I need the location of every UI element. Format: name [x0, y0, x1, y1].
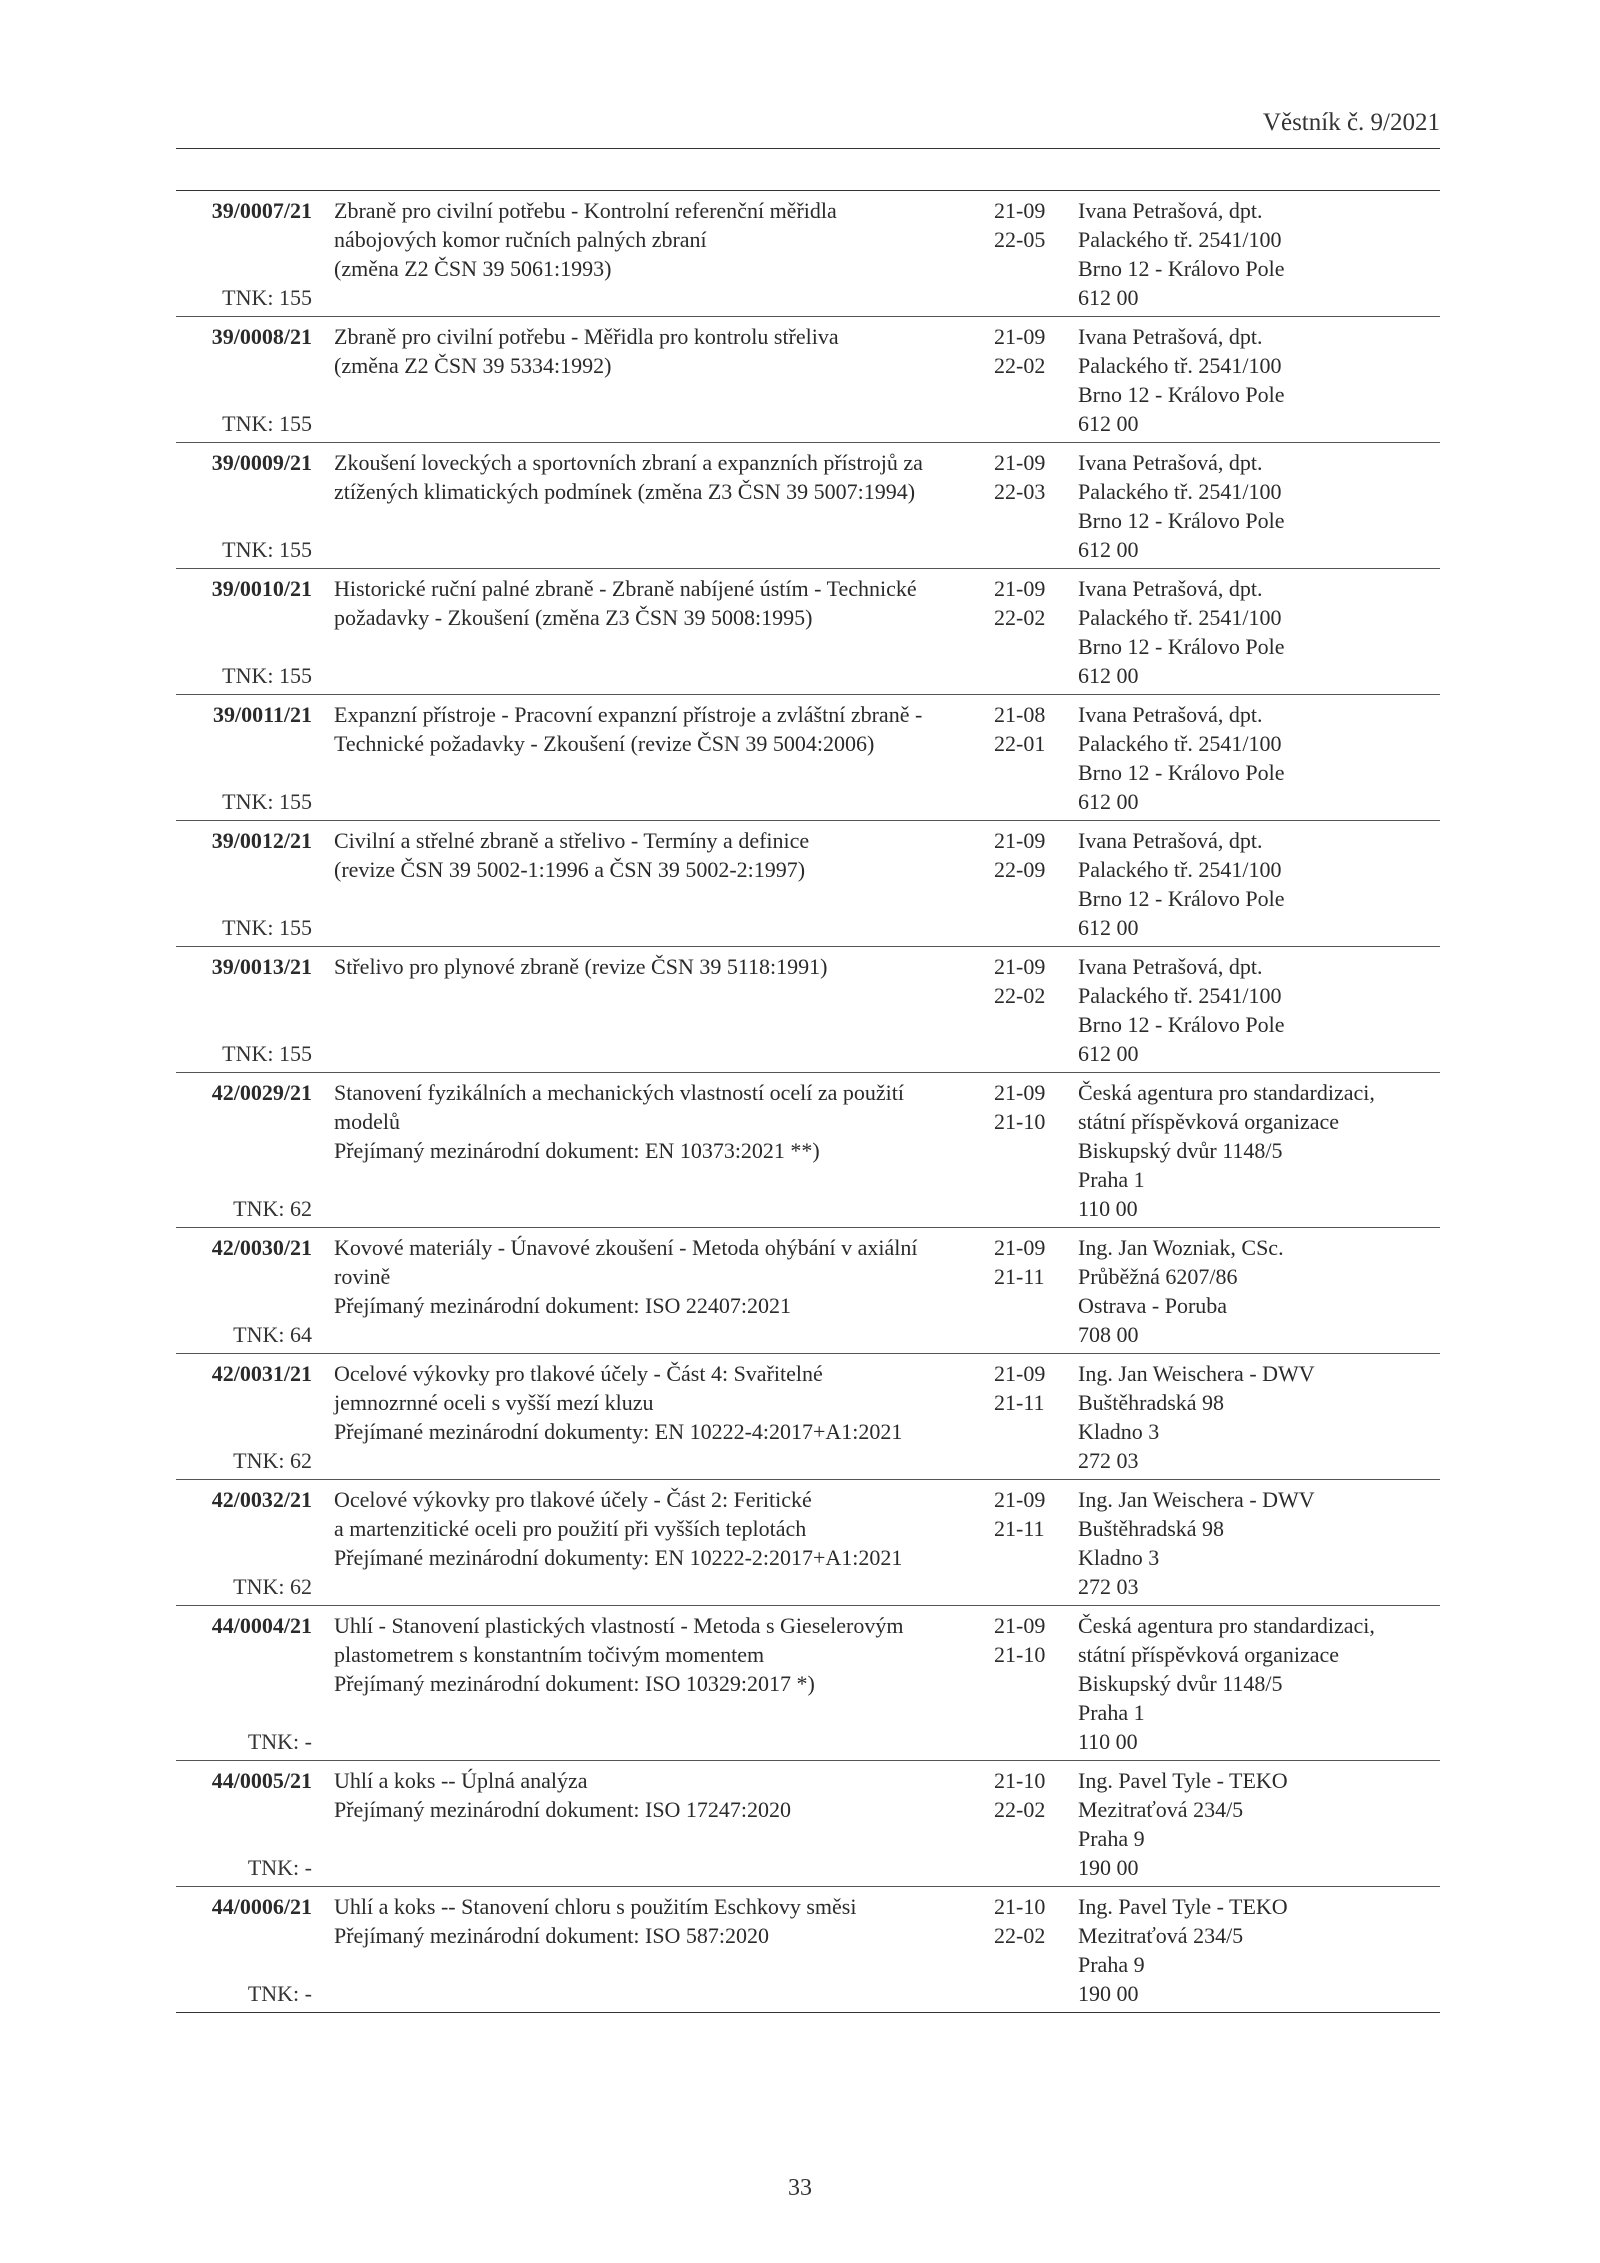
entry-id-column — [176, 443, 312, 568]
end-date: 22-02 — [994, 983, 1046, 1008]
tnk-label: TNK: 62 — [233, 1574, 312, 1599]
processor-address — [1078, 1480, 1440, 1605]
title-line: Expanzní přístroje - Pracovní expanzní přístroje a zvláštní zbraně - — [334, 702, 923, 727]
address-line: Palackého tř. 2541/100 — [1078, 353, 1282, 378]
standard-entry — [176, 191, 1440, 316]
entry-id-column — [176, 695, 312, 820]
tnk-label: TNK: 62 — [233, 1448, 312, 1473]
page-header — [176, 108, 1440, 149]
entry-id-column — [176, 569, 312, 694]
address-line: 272 03 — [1078, 1574, 1139, 1599]
end-date: 21-10 — [994, 1642, 1046, 1667]
page-number: 33 — [788, 2175, 812, 2201]
end-date: 22-09 — [994, 857, 1046, 882]
entry-number: 44/0004/21 — [211, 1613, 312, 1638]
address-line: Ivana Petrašová, dpt. — [1078, 954, 1263, 979]
address-line: 272 03 — [1078, 1448, 1139, 1473]
title-line: požadavky - Zkoušení (změna Z3 ČSN 39 5008:1995) — [334, 605, 813, 630]
address-line: Buštěhradská 98 — [1078, 1516, 1225, 1541]
entry-number: 39/0010/21 — [211, 576, 312, 601]
title-line: Přejímaný mezinárodní dokument: ISO 587:2020 — [334, 1923, 770, 1948]
start-date: 21-10 — [994, 1894, 1046, 1919]
entry-title — [334, 1606, 988, 1760]
tnk-label: TNK: 155 — [222, 915, 312, 940]
entry-id-column — [176, 1887, 312, 2012]
address-line: Palackého tř. 2541/100 — [1078, 605, 1282, 630]
tnk-label: TNK: 155 — [222, 789, 312, 814]
entry-id-column — [176, 191, 312, 316]
processor-address — [1078, 1761, 1440, 1886]
title-line: Přejímaný mezinárodní dokument: ISO 17247:2020 — [334, 1797, 792, 1822]
start-date: 21-09 — [994, 1487, 1046, 1512]
address-line: 110 00 — [1078, 1196, 1138, 1221]
start-date: 21-09 — [994, 1080, 1046, 1105]
title-line: modelů — [334, 1109, 400, 1134]
end-date: 21-11 — [994, 1390, 1045, 1415]
title-line: Přejímaný mezinárodní dokument: ISO 10329:2017 *) — [334, 1671, 815, 1696]
tnk-label: TNK: - — [247, 1981, 312, 2006]
processor-address — [1078, 695, 1440, 820]
standard-entry — [176, 442, 1440, 568]
entry-number: 42/0031/21 — [211, 1361, 312, 1386]
standard-entry — [176, 1479, 1440, 1605]
title-line: Zbraně pro civilní potřebu - Měřidla pro kontrolu střeliva — [334, 324, 839, 349]
standard-entry — [176, 1227, 1440, 1353]
processor-address — [1078, 317, 1440, 442]
address-line: 110 00 — [1078, 1729, 1138, 1754]
start-date: 21-09 — [994, 324, 1046, 349]
address-line: Brno 12 - Královo Pole — [1078, 256, 1285, 281]
processor-address — [1078, 1606, 1440, 1760]
address-line: Praha 9 — [1078, 1826, 1145, 1851]
title-line: Uhlí a koks -- Stanovení chloru s použitím Eschkovy směsi — [334, 1894, 857, 1919]
processor-address — [1078, 569, 1440, 694]
entry-number: 39/0008/21 — [211, 324, 312, 349]
tnk-label: TNK: 155 — [222, 411, 312, 436]
address-line: Brno 12 - Královo Pole — [1078, 634, 1285, 659]
entry-title — [334, 1761, 988, 1886]
address-line: Ing. Jan Weischera - DWV — [1078, 1487, 1315, 1512]
title-line: (změna Z2 ČSN 39 5061:1993) — [334, 256, 612, 281]
entry-number: 42/0030/21 — [211, 1235, 312, 1260]
title-line: Přejímané mezinárodní dokumenty: EN 10222-2:2017+A1:2021 — [334, 1545, 903, 1570]
address-line: Praha 1 — [1078, 1167, 1145, 1192]
address-line: Ivana Petrašová, dpt. — [1078, 702, 1263, 727]
processor-address — [1078, 1887, 1440, 2012]
entry-number: 39/0012/21 — [211, 828, 312, 853]
tnk-label: TNK: 155 — [222, 663, 312, 688]
address-line: Palackého tř. 2541/100 — [1078, 479, 1282, 504]
standard-entry — [176, 946, 1440, 1072]
title-line: Stanovení fyzikálních a mechanických vlastností ocelí za použití — [334, 1080, 904, 1105]
entry-dates — [988, 569, 1078, 694]
start-date: 21-09 — [994, 1613, 1046, 1638]
standard-entry — [176, 1605, 1440, 1760]
title-line: Střelivo pro plynové zbraně (revize ČSN 39 5118:1991) — [334, 954, 828, 979]
entry-title — [334, 443, 988, 568]
address-line: Buštěhradská 98 — [1078, 1390, 1225, 1415]
address-line: 612 00 — [1078, 537, 1139, 562]
entry-title — [334, 569, 988, 694]
end-date: 22-05 — [994, 227, 1046, 252]
address-line: 612 00 — [1078, 663, 1139, 688]
processor-address — [1078, 1354, 1440, 1479]
entry-dates — [988, 1073, 1078, 1227]
address-line: Palackého tř. 2541/100 — [1078, 983, 1282, 1008]
entry-id-column — [176, 317, 312, 442]
entry-dates — [988, 695, 1078, 820]
address-line: Ivana Petrašová, dpt. — [1078, 450, 1263, 475]
entry-dates — [988, 1761, 1078, 1886]
address-line: 708 00 — [1078, 1322, 1139, 1347]
entry-number: 42/0032/21 — [211, 1487, 312, 1512]
address-line: Ing. Pavel Tyle - TEKO — [1078, 1768, 1288, 1793]
standard-entry — [176, 1760, 1440, 1886]
address-line: Brno 12 - Královo Pole — [1078, 382, 1285, 407]
start-date: 21-09 — [994, 1361, 1046, 1386]
entry-id-column — [176, 821, 312, 946]
entry-number: 44/0006/21 — [211, 1894, 312, 1919]
entry-dates — [988, 947, 1078, 1072]
address-line: Česká agentura pro standardizaci, — [1078, 1613, 1375, 1638]
tnk-label: TNK: 155 — [222, 285, 312, 310]
address-line: Ivana Petrašová, dpt. — [1078, 828, 1263, 853]
end-date: 22-02 — [994, 353, 1046, 378]
start-date: 21-09 — [994, 954, 1046, 979]
title-line: Uhlí a koks -- Úplná analýza — [334, 1768, 588, 1793]
entry-dates — [988, 821, 1078, 946]
tnk-label: TNK: - — [247, 1855, 312, 1880]
address-line: Biskupský dvůr 1148/5 — [1078, 1138, 1283, 1163]
tnk-label: TNK: 155 — [222, 1041, 312, 1066]
entry-dates — [988, 443, 1078, 568]
address-line: Brno 12 - Královo Pole — [1078, 508, 1285, 533]
entry-title — [334, 1887, 988, 2012]
address-line: Palackého tř. 2541/100 — [1078, 857, 1282, 882]
address-line: 190 00 — [1078, 1981, 1139, 2006]
end-date: 21-10 — [994, 1109, 1046, 1134]
tnk-label: TNK: 64 — [233, 1322, 312, 1347]
address-line: Praha 1 — [1078, 1700, 1145, 1725]
address-line: Mezitraťová 234/5 — [1078, 1797, 1244, 1822]
start-date: 21-09 — [994, 450, 1046, 475]
address-line: 190 00 — [1078, 1855, 1139, 1880]
entry-id-column — [176, 1761, 312, 1886]
tnk-label: TNK: 62 — [233, 1196, 312, 1221]
address-line: Praha 9 — [1078, 1952, 1145, 1977]
entry-id-column — [176, 1073, 312, 1227]
entry-title — [334, 1480, 988, 1605]
start-date: 21-08 — [994, 702, 1046, 727]
processor-address — [1078, 947, 1440, 1072]
standard-entry — [176, 1353, 1440, 1479]
entry-dates — [988, 1480, 1078, 1605]
address-line: Kladno 3 — [1078, 1545, 1160, 1570]
end-date: 21-11 — [994, 1264, 1045, 1289]
address-line: Ing. Jan Wozniak, CSc. — [1078, 1235, 1284, 1260]
standard-entry — [176, 1072, 1440, 1227]
address-line: státní příspěvková organizace — [1078, 1109, 1340, 1134]
start-date: 21-10 — [994, 1768, 1046, 1793]
address-line: Ivana Petrašová, dpt. — [1078, 198, 1263, 223]
tnk-label: TNK: 155 — [222, 537, 312, 562]
end-date: 22-02 — [994, 1923, 1046, 1948]
address-line: 612 00 — [1078, 411, 1139, 436]
title-line: Technické požadavky - Zkoušení (revize ČSN 39 5004:2006) — [334, 731, 875, 756]
processor-address — [1078, 443, 1440, 568]
address-line: Brno 12 - Královo Pole — [1078, 886, 1285, 911]
address-line: Mezitraťová 234/5 — [1078, 1923, 1244, 1948]
start-date: 21-09 — [994, 576, 1046, 601]
entry-dates — [988, 1606, 1078, 1760]
address-line: Palackého tř. 2541/100 — [1078, 227, 1282, 252]
title-line: jemnozrnné oceli s vyšší mezí kluzu — [334, 1390, 654, 1415]
end-date: 22-02 — [994, 605, 1046, 630]
start-date: 21-09 — [994, 198, 1046, 223]
standard-entry — [176, 820, 1440, 946]
title-line: Historické ruční palné zbraně - Zbraně nabíjené ústím - Technické — [334, 576, 917, 601]
address-line: Ing. Jan Weischera - DWV — [1078, 1361, 1315, 1386]
entry-id-column — [176, 947, 312, 1072]
entry-number: 44/0005/21 — [211, 1768, 312, 1793]
entry-title — [334, 821, 988, 946]
title-line: a martenzitické oceli pro použití při vyšších teplotách — [334, 1516, 807, 1541]
entry-title — [334, 947, 988, 1072]
bulletin-title: Věstník č. 9/2021 — [1262, 109, 1440, 136]
title-line: Civilní a střelné zbraně a střelivo - Termíny a definice — [334, 828, 810, 853]
title-line: Ocelové výkovky pro tlakové účely - Část 4: Svařitelné — [334, 1361, 823, 1386]
address-line: Brno 12 - Královo Pole — [1078, 1012, 1285, 1037]
entry-number: 39/0009/21 — [211, 450, 312, 475]
standard-entry — [176, 316, 1440, 442]
address-line: Ostrava - Poruba — [1078, 1293, 1228, 1318]
entry-title — [334, 1354, 988, 1479]
end-date: 22-03 — [994, 479, 1046, 504]
title-line: Přejímaný mezinárodní dokument: ISO 22407:2021 — [334, 1293, 792, 1318]
address-line: Ing. Pavel Tyle - TEKO — [1078, 1894, 1288, 1919]
entry-title — [334, 695, 988, 820]
entry-id-column — [176, 1354, 312, 1479]
standards-list — [176, 190, 1440, 2013]
entry-title — [334, 317, 988, 442]
entry-number: 39/0011/21 — [212, 702, 312, 727]
processor-address — [1078, 1228, 1440, 1353]
entry-dates — [988, 317, 1078, 442]
address-line: Ivana Petrašová, dpt. — [1078, 324, 1263, 349]
entry-title — [334, 191, 988, 316]
processor-address — [1078, 1073, 1440, 1227]
address-line: Kladno 3 — [1078, 1419, 1160, 1444]
start-date: 21-09 — [994, 828, 1046, 853]
end-date: 21-11 — [994, 1516, 1045, 1541]
title-line: Zbraně pro civilní potřebu - Kontrolní referenční měřidla — [334, 198, 837, 223]
address-line: Ivana Petrašová, dpt. — [1078, 576, 1263, 601]
address-line: 612 00 — [1078, 1041, 1139, 1066]
title-line: ztížených klimatických podmínek (změna Z3 ČSN 39 5007:1994) — [334, 479, 916, 504]
address-line: Biskupský dvůr 1148/5 — [1078, 1671, 1283, 1696]
end-date: 22-01 — [994, 731, 1046, 756]
title-line: nábojových komor ručních palných zbraní — [334, 227, 707, 252]
address-line: Průběžná 6207/86 — [1078, 1264, 1238, 1289]
title-line: rovině — [334, 1264, 391, 1289]
start-date: 21-09 — [994, 1235, 1046, 1260]
address-line: 612 00 — [1078, 789, 1139, 814]
address-line: Palackého tř. 2541/100 — [1078, 731, 1282, 756]
entry-dates — [988, 1354, 1078, 1479]
title-line: plastometrem s konstantním točivým momentem — [334, 1642, 765, 1667]
title-line: (revize ČSN 39 5002-1:1996 a ČSN 39 5002-2:1997) — [334, 857, 806, 882]
title-line: Kovové materiály - Únavové zkoušení - Metoda ohýbání v axiální — [334, 1235, 918, 1260]
entry-number: 42/0029/21 — [211, 1080, 312, 1105]
entry-number: 39/0007/21 — [211, 198, 312, 223]
title-line: Ocelové výkovky pro tlakové účely - Část 2: Feritické — [334, 1487, 812, 1512]
entry-id-column — [176, 1228, 312, 1353]
standard-entry — [176, 568, 1440, 694]
entry-dates — [988, 1887, 1078, 2012]
entry-title — [334, 1228, 988, 1353]
title-line: Zkoušení loveckých a sportovních zbraní a expanzních přístrojů za — [334, 450, 923, 475]
entry-number: 39/0013/21 — [211, 954, 312, 979]
entry-dates — [988, 1228, 1078, 1353]
tnk-label: TNK: - — [247, 1729, 312, 1754]
address-line: 612 00 — [1078, 285, 1139, 310]
address-line: státní příspěvková organizace — [1078, 1642, 1340, 1667]
title-line: Přejímané mezinárodní dokumenty: EN 10222-4:2017+A1:2021 — [334, 1419, 903, 1444]
processor-address — [1078, 821, 1440, 946]
title-line: Přejímaný mezinárodní dokument: EN 10373:2021 **) — [334, 1138, 820, 1163]
processor-address — [1078, 191, 1440, 316]
address-line: 612 00 — [1078, 915, 1139, 940]
address-line: Brno 12 - Královo Pole — [1078, 760, 1285, 785]
title-line: (změna Z2 ČSN 39 5334:1992) — [334, 353, 612, 378]
standard-entry — [176, 1886, 1440, 2012]
address-line: Česká agentura pro standardizaci, — [1078, 1080, 1375, 1105]
title-line: Uhlí - Stanovení plastických vlastností - Metoda s Gieselerovým — [334, 1613, 904, 1638]
entry-title — [334, 1073, 988, 1227]
end-date: 22-02 — [994, 1797, 1046, 1822]
entry-id-column — [176, 1606, 312, 1760]
entry-id-column — [176, 1480, 312, 1605]
standard-entry — [176, 694, 1440, 820]
entry-dates — [988, 191, 1078, 316]
